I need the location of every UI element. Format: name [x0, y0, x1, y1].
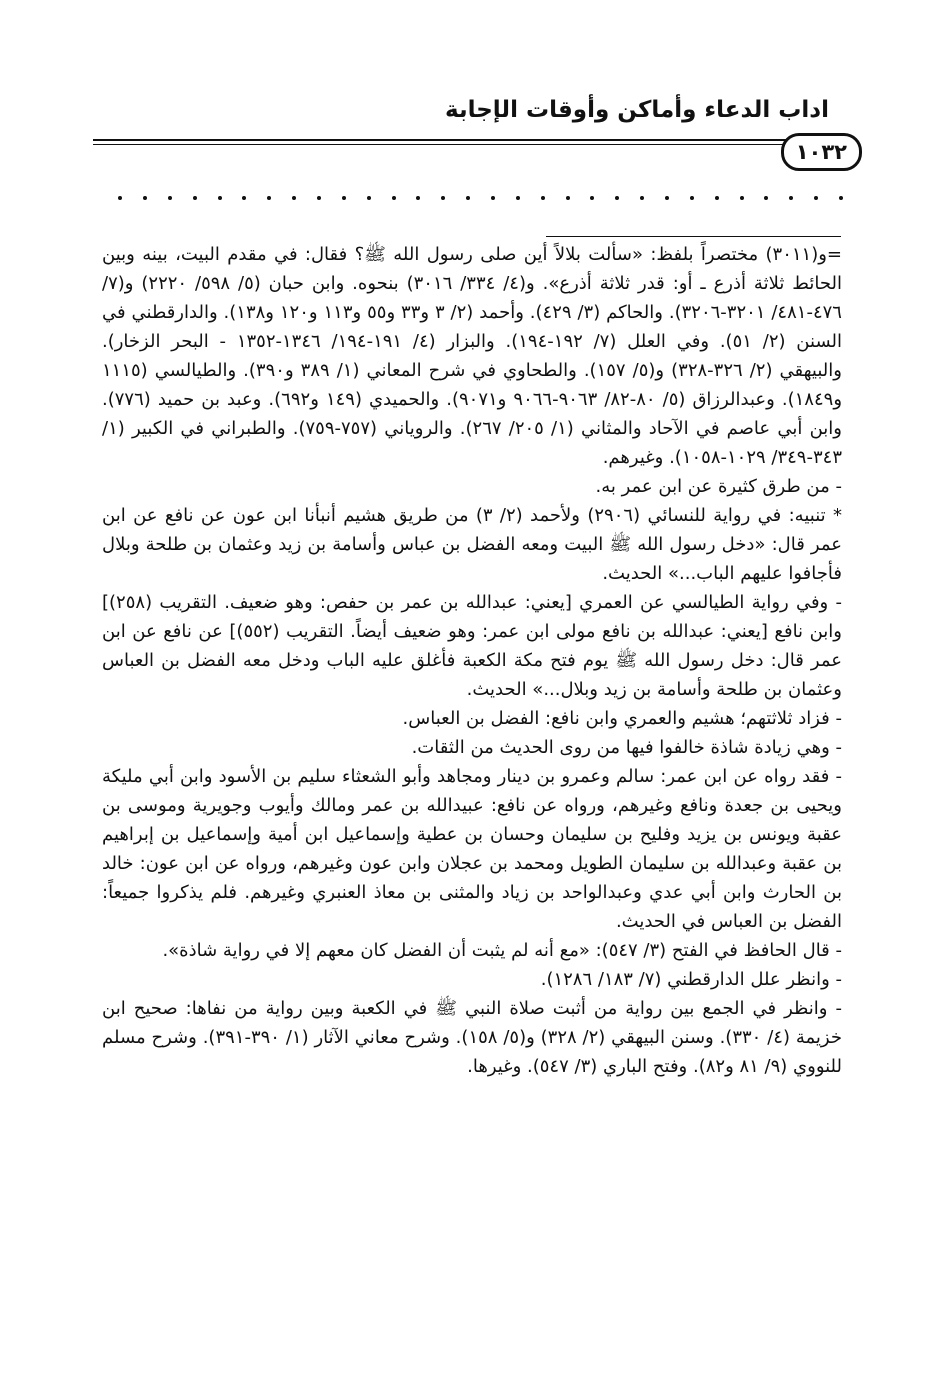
footnote-paragraph-sources: =و(٣٠١١) مختصراً بلفظ: «سألت بلالاً أين صلى رسول الله ﷺ؟ فقال: في مقدم البيت، بينه وبين الحائط ثلاثة أذرع ـ أو: قدر ثلاثة أذرع». و(٤/ ٣٣٤/ ٣٠١٦) بنحوه. وابن حبان (٥/ ٥٩٨/ ٢٢٢٠) و(٧/ ٤٧٦-٤٨١/ ٣٢٠١-٣٢٠٦). والحاكم (٣/ ٤٢٩). وأحمد (٢/ ٣ و٣٣ و٥٥ و١١٣ و١٢٠ و١٣٨). والدارقطني في السنن (٢/ ٥١). وفي العلل (٧/ ١٩٢-١٩٤). والبزار (٤/ ١٩١-١٩٤/ ١٣٤٦-١٣٥٢ - البحر الزخار). والبيهقي (٢/ ٣٢٦-٣٢٨) و(٥/ ١٥٧). والطحاوي في شرح المعاني (١/ ٣٨٩ و٣٩٠). والطيالسي (١١١٥ و١٨٤٩). وعبدالرزاق (٥/ ٨٠-٨٢/ ٩٠٦٣-٩٠٦٦ و٩٠٧١). والحميدي (١٤٩ و٦٩٢). وعبد بن حميد (٧٧٦). وابن أبي عاصم في الآحاد والمثاني (١/ ٢٠٥/ ٢٦٧). والروياني (٧٥٧-٧٥٩). والطبراني في الكبير (١/ ٣٤٣-٣٤٩/ ١٠٢٩-١٠٥٨). وغيرهم. — [102, 244, 843, 468]
footnote-paragraph-ilal: - وانظر علل الدارقطني (٧/ ١٨٣/ ١٢٨٦). — [540, 969, 842, 990]
footnote-paragraph-tayalisi: - وفي رواية الطيالسي عن العمري [يعني: عبدالله بن عمر بن حفص: وهو ضعيف. التقريب (٢٥٨)] وابن نافع [يعني: عبدالله بن نافع مولى ابن عمر: وهو ضعيف أيضاً. التقريب (٥٥٢)] عن نافع عن ابن عمر قال: دخل رسول الله ﷺ يوم فتح مكة الكعبة فأغلق عليه الباب ودخل معه الفضل بن العباس وعثمان بن طلحة وأسامة بن زيد وبلال...» الحديث. — [102, 592, 842, 700]
separator-dot — [441, 196, 445, 200]
separator-dot — [665, 196, 669, 200]
separator-dot — [267, 196, 271, 200]
separator-dot — [764, 196, 768, 200]
footnote-text — [102, 240, 842, 1081]
footnote-paragraph-hafiz: - قال الحافظ في الفتح (٣/ ٥٤٧): «مع أنه لم يثبت أن الفضل كان معهم إلا في رواية شاذة». — [162, 940, 842, 961]
footnote-paragraph-note: * تنبيه: في رواية للنسائي (٢٩٠٦) ولأحمد (٢/ ٣) من طريق هشيم أنبأنا ابن عون عن نافع عن ابن عمر قال: «دخل رسول الله ﷺ البيت ومعه الفضل بن عباس وأسامة بن زيد وعثمان بن طلحة وبلال فأجافوا عليهم الباب...» الحديث. — [102, 505, 842, 584]
header-rule — [93, 133, 850, 149]
footnote-separator-rule — [546, 236, 841, 237]
footnote-paragraph-shadh: - وهي زيادة شاذة خالفوا فيها من روى الحديث من الثقات. — [411, 737, 842, 758]
separator-dot — [814, 196, 818, 200]
separator-dot — [541, 196, 545, 200]
footnote-paragraph-narrators: - فقد رواه عن ابن عمر: سالم وعمرو بن دينار ومجاهد وأبو الشعثاء سليم بن الأسود وابن أبي مليكة ويحيى بن جعدة ونافع وغيرهم، ورواه عن نافع: عبيدالله بن عمر ومالك وأيوب وجويرية وموسى بن عقبة ويونس بن يزيد وفليح بن سليمان وحسان بن عطية وإسماعيل ابن أمية وإسماعيل بن إبراهيم بن عقبة وعبدالله بن سليمان الطويل ومحمد بن عجلان وابن عون وغيرهم، ورواه عن ابن عون: خالد بن الحارث وابن أبي عدي وعبدالواحد بن زياد والمثنى بن معاذ العنبري وغيرهم. فلم يذكروا جميعاً: الفضل بن العباس في الحديث. — [102, 766, 842, 932]
separator-dot — [516, 196, 520, 200]
separator-dot — [590, 196, 594, 200]
separator-dot — [789, 196, 793, 200]
separator-dot — [690, 196, 694, 200]
separator-dot — [566, 196, 570, 200]
separator-dot — [367, 196, 371, 200]
separator-dot — [466, 196, 470, 200]
separator-dot — [392, 196, 396, 200]
separator-dot — [242, 196, 246, 200]
separator-dot — [118, 196, 122, 200]
separator-dot — [491, 196, 495, 200]
footnote-paragraph-addition: - فزاد ثلاثتهم؛ هشيم والعمري وابن نافع: الفضل بن العباس. — [402, 708, 842, 729]
separator-dot — [342, 196, 346, 200]
separator-dot — [292, 196, 296, 200]
separator-dot — [143, 196, 147, 200]
dotted-separator — [118, 190, 843, 206]
separator-dot — [416, 196, 420, 200]
header-rule-thick-line — [93, 139, 850, 141]
separator-dot — [193, 196, 197, 200]
separator-dot — [218, 196, 222, 200]
separator-dot — [640, 196, 644, 200]
running-title: اداب الدعاء وأماكن وأوقات الإجابة — [445, 97, 829, 123]
header-rule-thin-line — [93, 144, 850, 145]
footnote-paragraph-reconciliation: - وانظر في الجمع بين رواية من أثبت صلاة النبي ﷺ في الكعبة وبين رواية من نفاها: صحيح ابن خزيمة (٤/ ٣٣٠). وسنن البيهقي (٢/ ٣٢٨) و(٥/ ١٥٨). وشرح معاني الآثار (١/ ٣٩٠-٣٩١). وشرح مسلم للنووي (٩/ ٨١ و٨٢). وفتح الباري (٣/ ٥٤٧). وغيرها. — [102, 998, 842, 1077]
page-number: ١٠٣٢ — [781, 133, 862, 171]
footnote-paragraph-many-routes: - من طرق كثيرة عن ابن عمر به. — [595, 476, 842, 497]
separator-dot — [715, 196, 719, 200]
separator-dot — [317, 196, 321, 200]
separator-dot — [168, 196, 172, 200]
separator-dot — [615, 196, 619, 200]
separator-dot — [839, 196, 843, 200]
separator-dot — [740, 196, 744, 200]
